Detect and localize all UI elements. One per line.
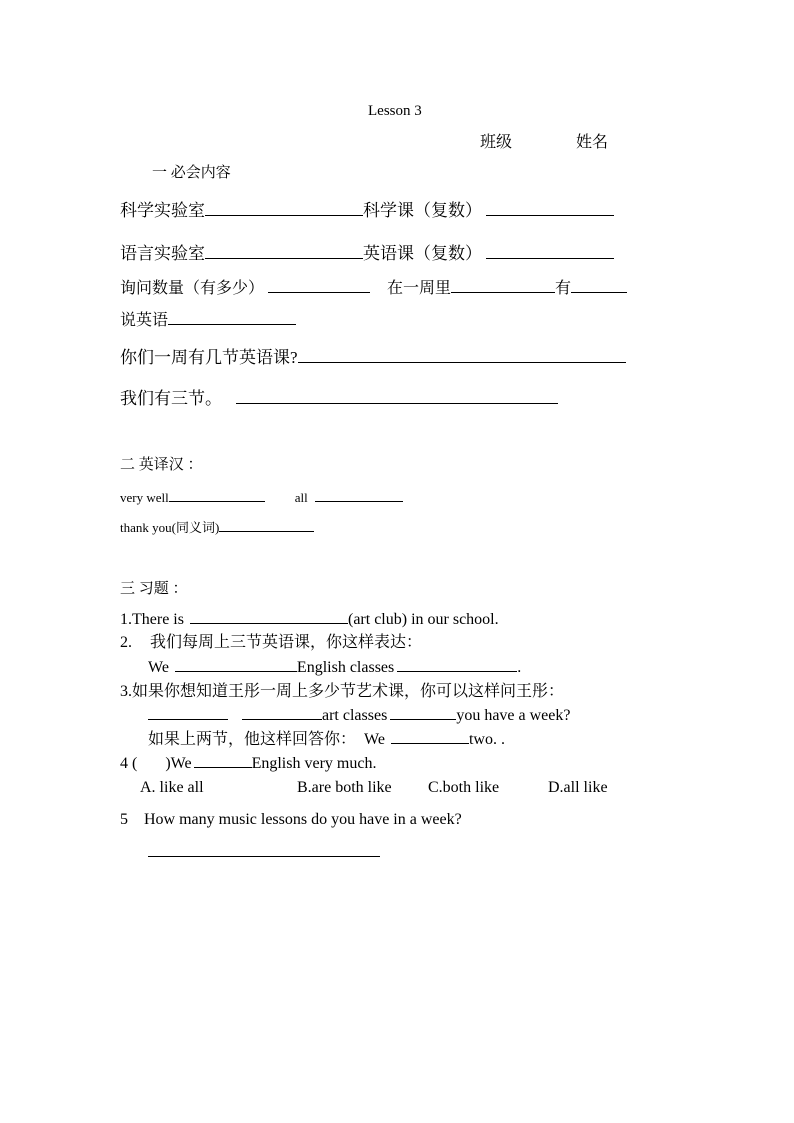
answer-blank[interactable] (486, 214, 614, 216)
name-label: 姓名 (576, 134, 609, 151)
q3-reply: 如果上两节，他这样回答你： (148, 731, 357, 748)
answer-blank[interactable] (315, 500, 403, 502)
answer-blank[interactable] (169, 500, 265, 502)
answer-sentence (120, 390, 558, 407)
q4-start: 4 ( (120, 755, 138, 772)
q2-we: We (148, 659, 169, 676)
exercise-3-question (148, 708, 570, 724)
q4-option-d: D.all like (548, 779, 608, 796)
answer-text: 我们有三节。 (120, 389, 222, 408)
answer-blank[interactable] (148, 718, 228, 720)
in-a-week-label: 在一周里 (387, 280, 452, 297)
q4-we: )We (165, 755, 192, 772)
how-many-label: 询问数量（有多少） (120, 280, 265, 297)
q5-answer-blank[interactable] (148, 856, 380, 857)
science-lab-label: 科学实验室 (120, 201, 205, 220)
q4-end: English very much. (251, 755, 377, 772)
q2-number: 2. (120, 634, 132, 651)
answer-blank[interactable] (571, 291, 627, 293)
vocab-line-1 (120, 202, 614, 219)
question-sentence (120, 349, 626, 366)
q3-we: We (364, 731, 385, 748)
answer-blank[interactable] (168, 323, 296, 325)
vocab-line-2 (120, 245, 614, 262)
answer-blank[interactable] (175, 670, 297, 672)
science-classes-label: 科学课（复数） (363, 201, 482, 220)
class-label: 班级 (480, 134, 513, 151)
answer-blank[interactable] (236, 402, 558, 404)
q5-number: 5 (120, 811, 128, 828)
q4-option-c: C.both like (428, 779, 500, 796)
answer-blank[interactable] (486, 257, 614, 259)
answer-blank[interactable] (391, 742, 469, 744)
q4-option-a: A. like all (140, 779, 204, 796)
answer-blank[interactable] (190, 622, 348, 624)
answer-blank[interactable] (194, 766, 252, 768)
answer-blank[interactable] (298, 361, 626, 363)
translate-line-2 (120, 521, 314, 534)
q3-art: art classes (322, 707, 388, 724)
exercise-3-reply (148, 732, 505, 748)
all-label: all (294, 490, 308, 505)
answer-blank[interactable] (242, 718, 322, 720)
translate-line-1 (120, 491, 403, 504)
exercise-5 (120, 812, 462, 828)
q3-two: two. . (468, 731, 505, 748)
language-lab-label: 语言实验室 (120, 244, 205, 263)
speak-english-label: 说英语 (120, 312, 169, 329)
q1-end: (art club) in our school. (347, 611, 499, 628)
have-label: 有 (555, 280, 572, 297)
english-classes-label: 英语课（复数） (363, 244, 482, 263)
q4-option-b: B.are both like (297, 779, 392, 796)
very-well-label: very well (120, 490, 169, 505)
exercise-1 (120, 612, 499, 628)
answer-blank[interactable] (451, 291, 555, 293)
q3-end: you have a week? (456, 707, 571, 724)
exercise-4 (120, 756, 376, 772)
q2-end: . (517, 659, 522, 676)
page-title: Lesson 3 (368, 103, 422, 119)
q2-mid: English classes (296, 659, 395, 676)
section1-heading: 一 必会内容 (152, 165, 231, 181)
q2-text: 我们每周上三节英语课，你这样表达： (150, 634, 423, 651)
section3-heading: 三 习题 ： (120, 581, 188, 597)
exercise-3: 3.如果你想知道王彤一周上多少节艺术课，你可以这样问王彤： (120, 683, 565, 700)
section2-heading: 二 英译汉 ： (120, 457, 203, 473)
answer-blank[interactable] (219, 530, 314, 532)
exercise-2 (120, 635, 422, 651)
q5-text: How many music lessons do you have in a week? (144, 811, 462, 828)
vocab-line-3 (120, 281, 627, 297)
answer-blank[interactable] (397, 670, 517, 672)
q1-start: 1.There is (120, 611, 184, 628)
answer-blank[interactable] (390, 718, 456, 720)
answer-blank[interactable] (205, 214, 363, 216)
question-text: 你们一周有几节英语课? (120, 348, 298, 367)
answer-blank[interactable] (268, 291, 370, 293)
thank-you-label: thank you(同义词) (120, 520, 220, 535)
vocab-line-4 (120, 313, 296, 329)
exercise-2-answer (148, 660, 521, 676)
answer-blank[interactable] (205, 257, 363, 259)
